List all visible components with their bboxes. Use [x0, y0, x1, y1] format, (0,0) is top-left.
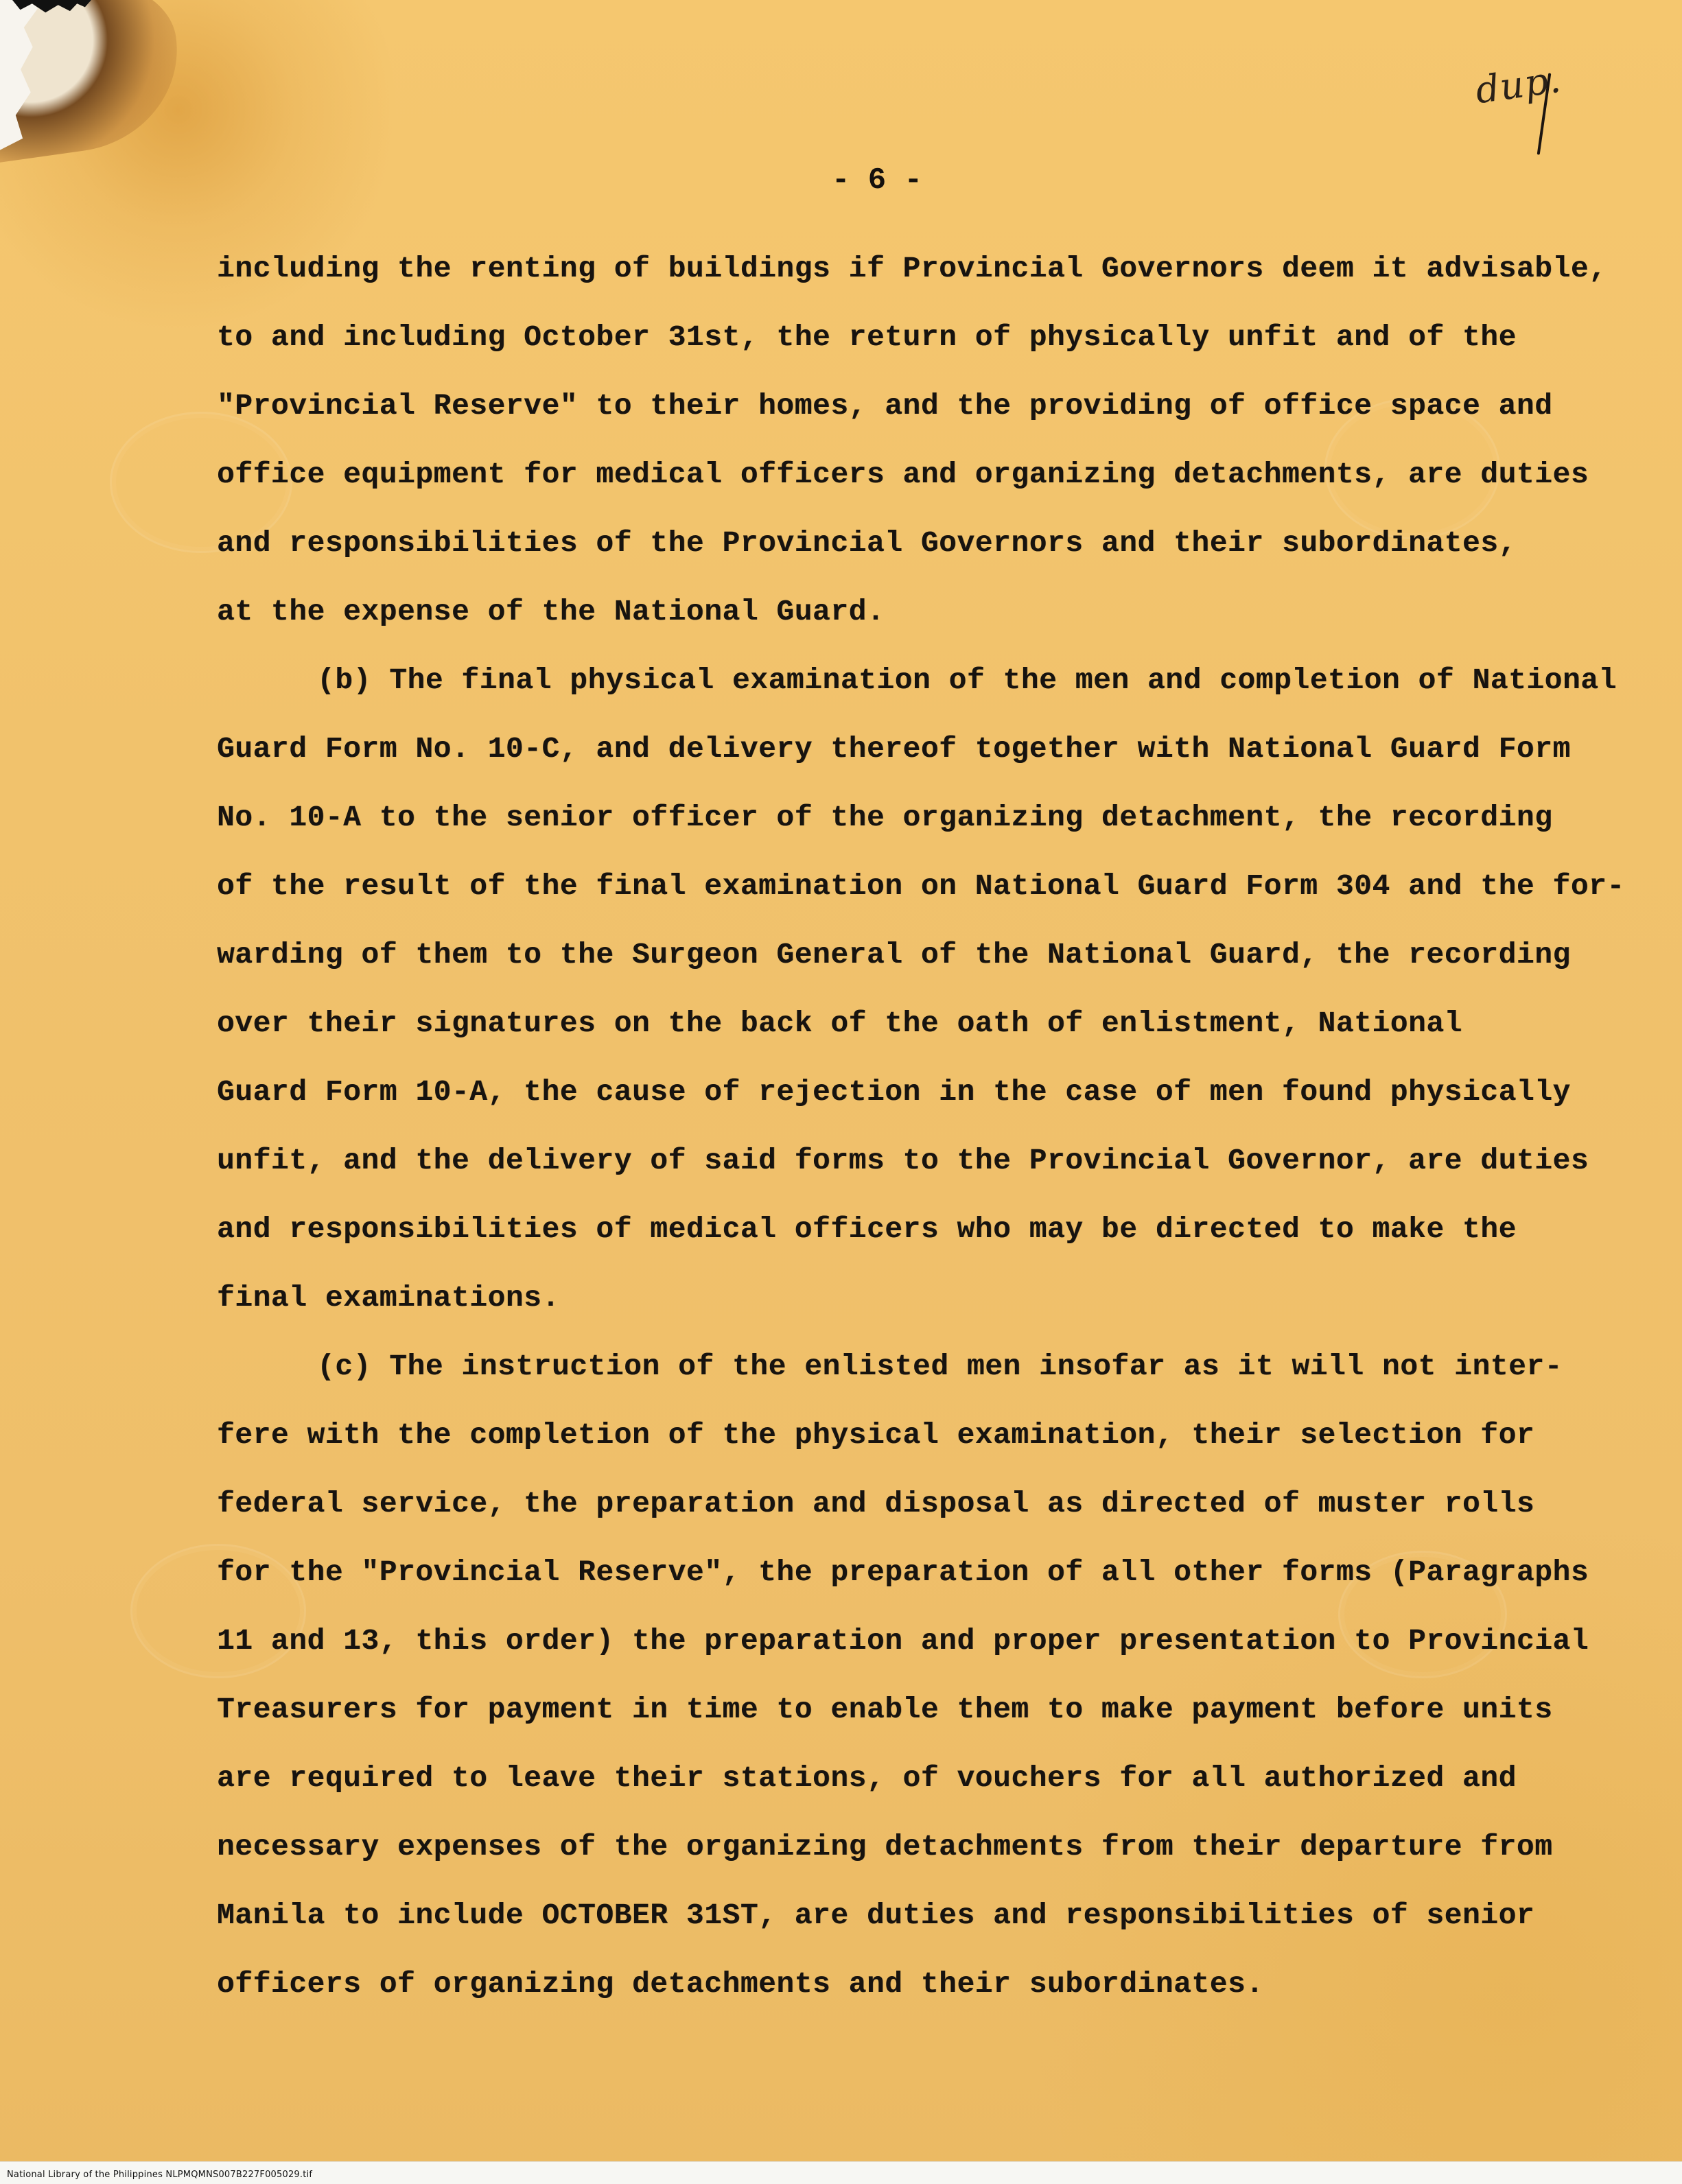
- text-line: warding of them to the Surgeon General of the National Guard, the recording: [217, 938, 1571, 972]
- text-line: (b) The final physical examination of the men and completion of National: [317, 664, 1617, 697]
- text-line: and responsibilities of medical officers who may be directed to make the: [217, 1212, 1517, 1246]
- text-line: fere with the completion of the physical examination, their selection for: [217, 1418, 1535, 1452]
- text-line: No. 10-A to the senior officer of the organizing detachment, the recording: [217, 801, 1553, 834]
- text-line: and responsibilities of the Provincial Governors and their subordinates,: [217, 526, 1517, 560]
- text-line: are required to leave their stations, of vouchers for all authorized and: [217, 1761, 1517, 1795]
- page-number: - 6 -: [832, 163, 923, 198]
- text-line: Guard Form No. 10-C, and delivery thereof together with National Guard Form: [217, 732, 1571, 766]
- text-line: (c) The instruction of the enlisted men insofar as it will not inter-: [317, 1350, 1563, 1383]
- footer-source-text: National Library of the Philippines NLPMQMNS007B227F005029.tif: [7, 2170, 313, 2180]
- text-line: 11 and 13, this order) the preparation and proper presentation to Provincial: [217, 1624, 1589, 1658]
- text-line: Treasurers for payment in time to enable them to make payment before units: [217, 1693, 1553, 1726]
- text-line: Manila to include OCTOBER 31ST, are duties and responsibilities of senior: [217, 1899, 1535, 1932]
- text-line: over their signatures on the back of the oath of enlistment, National: [217, 1007, 1462, 1040]
- footer-bar: [0, 2161, 1682, 2184]
- text-line: federal service, the preparation and disposal as directed of muster rolls: [217, 1487, 1535, 1520]
- text-line: final examinations.: [217, 1281, 560, 1315]
- burn-damage: [0, 0, 190, 165]
- text-line: to and including October 31st, the return of physically unfit and of the: [217, 320, 1517, 354]
- text-line: at the expense of the National Guard.: [217, 595, 885, 629]
- text-line: for the "Provincial Reserve", the preparation of all other forms (Paragraphs: [217, 1555, 1589, 1589]
- body-text: [217, 235, 1625, 2019]
- marginal-note: dup.: [1473, 57, 1564, 113]
- text-line: Guard Form 10-A, the cause of rejection in the case of men found physically: [217, 1075, 1571, 1109]
- text-line: necessary expenses of the organizing detachments from their departure from: [217, 1830, 1553, 1864]
- text-line: officers of organizing detachments and their subordinates.: [217, 1967, 1264, 2001]
- text-line: "Provincial Reserve" to their homes, and the providing of office space and: [217, 389, 1553, 423]
- text-line: office equipment for medical officers and organizing detachments, are duties: [217, 458, 1589, 491]
- text-line: unfit, and the delivery of said forms to the Provincial Governor, are duties: [217, 1144, 1589, 1177]
- text-line: of the result of the final examination on National Guard Form 304 and the for-: [217, 869, 1625, 903]
- torn-corner: [0, 0, 60, 158]
- text-line: including the renting of buildings if Provincial Governors deem it advisable,: [217, 252, 1607, 285]
